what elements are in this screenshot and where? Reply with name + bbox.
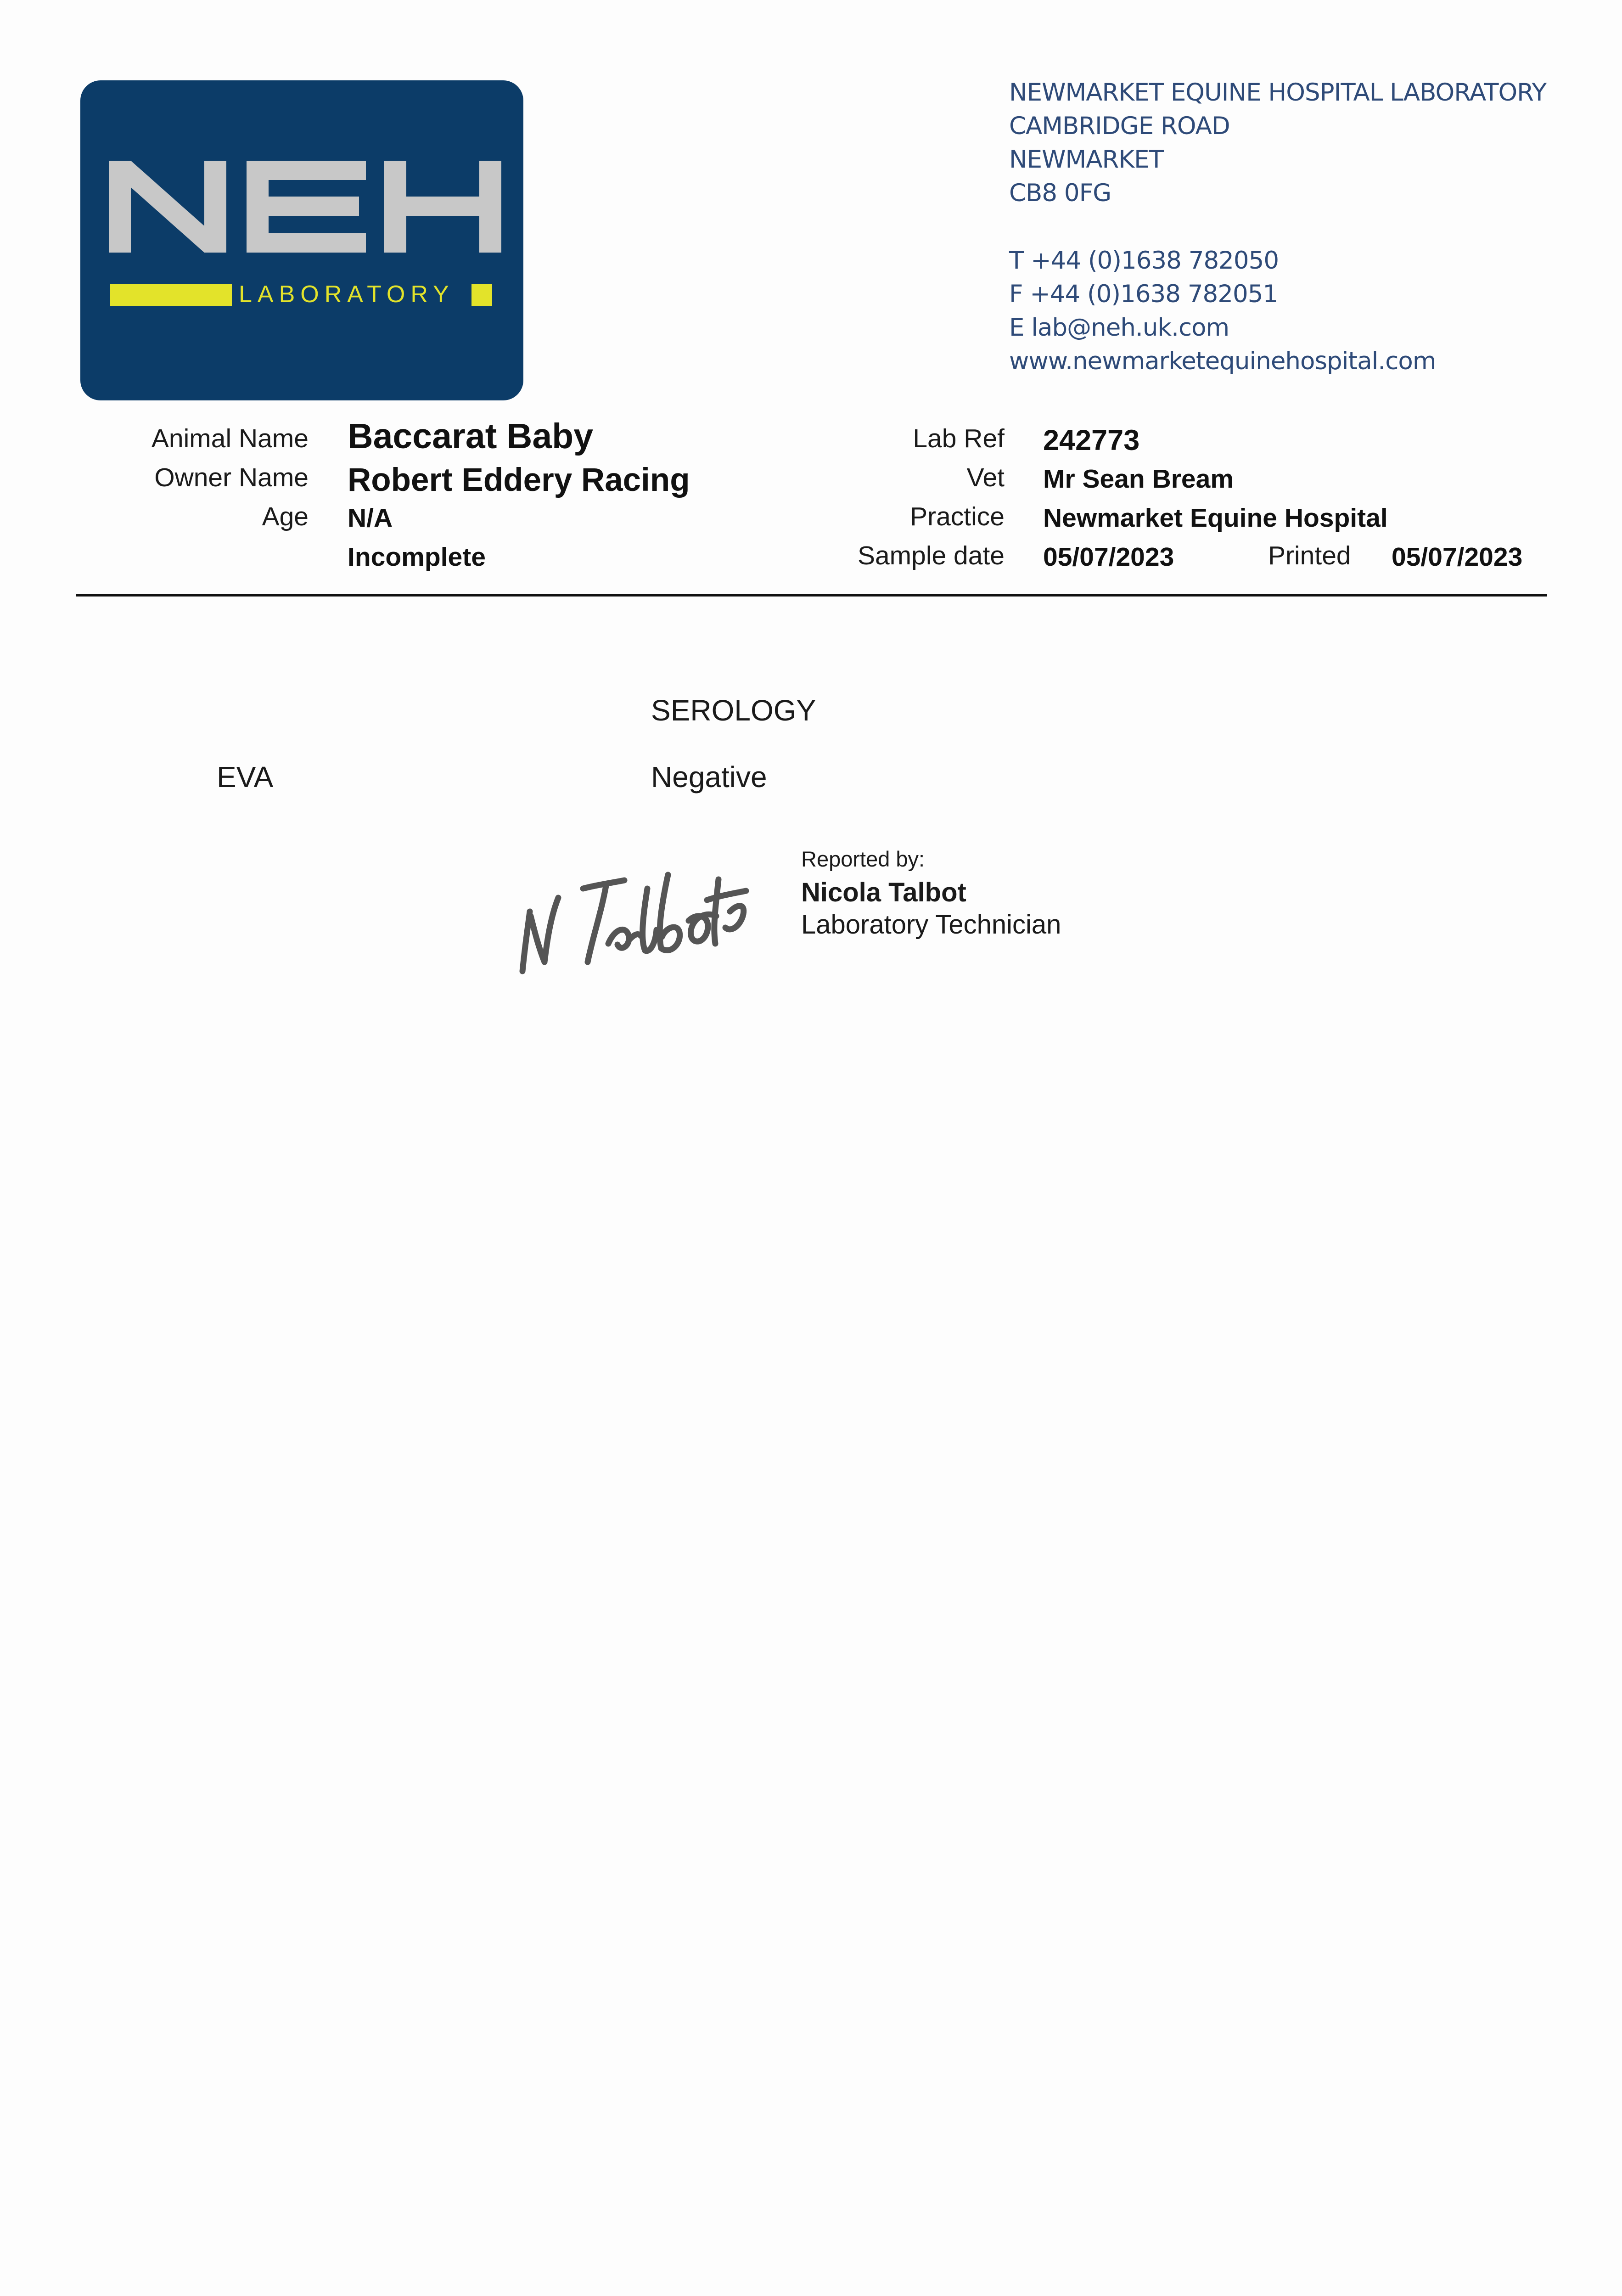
owner-name-value: Robert Eddery Racing	[348, 462, 690, 498]
sample-date-label: Sample date	[857, 541, 1005, 570]
contact-website: www.newmarketequinehospital.com	[1009, 347, 1436, 375]
printed-date-value: 05/07/2023	[1392, 542, 1523, 572]
test-result-eva: Negative	[651, 760, 767, 793]
header-divider	[76, 594, 1547, 597]
owner-name-label: Owner Name	[154, 463, 309, 492]
practice-label: Practice	[910, 502, 1005, 531]
lab-ref-value: 242773	[1043, 424, 1140, 456]
contact-fax: F +44 (0)1638 782051	[1009, 280, 1278, 308]
lab-ref-label: Lab Ref	[913, 424, 1005, 453]
address-line-postcode: CB8 0FG	[1009, 179, 1111, 207]
signature-image	[514, 847, 753, 980]
neh-laboratory-logo	[80, 80, 523, 400]
animal-name-label: Animal Name	[151, 424, 309, 453]
sample-date-value: 05/07/2023	[1043, 542, 1174, 572]
age-label: Age	[262, 502, 309, 531]
practice-value: Newmarket Equine Hospital	[1043, 503, 1388, 533]
reporter-role: Laboratory Technician	[801, 910, 1061, 940]
printed-label: Printed	[1268, 541, 1351, 570]
logo-wordmark: LABORATORY	[239, 281, 455, 308]
address-line-name: NEWMARKET EQUINE HOSPITAL LABORATORY	[1009, 79, 1546, 107]
reporter-name: Nicola Talbot	[801, 878, 966, 907]
section-heading-serology: SEROLOGY	[651, 694, 816, 727]
vet-label: Vet	[966, 463, 1005, 492]
address-line-street: CAMBRIDGE ROAD	[1009, 112, 1230, 140]
vet-value: Mr Sean Bream	[1043, 464, 1234, 494]
address-line-town: NEWMARKET	[1009, 146, 1163, 174]
contact-telephone: T +44 (0)1638 782050	[1009, 247, 1279, 275]
test-name-eva: EVA	[217, 760, 274, 793]
reported-by-label: Reported by:	[801, 847, 925, 871]
logo-letters	[109, 161, 501, 253]
status-value: Incomplete	[348, 542, 486, 572]
age-value: N/A	[348, 503, 393, 533]
lab-address-block	[1009, 76, 1546, 378]
logo-accent-block	[471, 284, 492, 306]
contact-email: E lab@neh.uk.com	[1009, 314, 1229, 342]
logo-accent-bar	[110, 284, 232, 306]
animal-name-value: Baccarat Baby	[348, 416, 594, 456]
